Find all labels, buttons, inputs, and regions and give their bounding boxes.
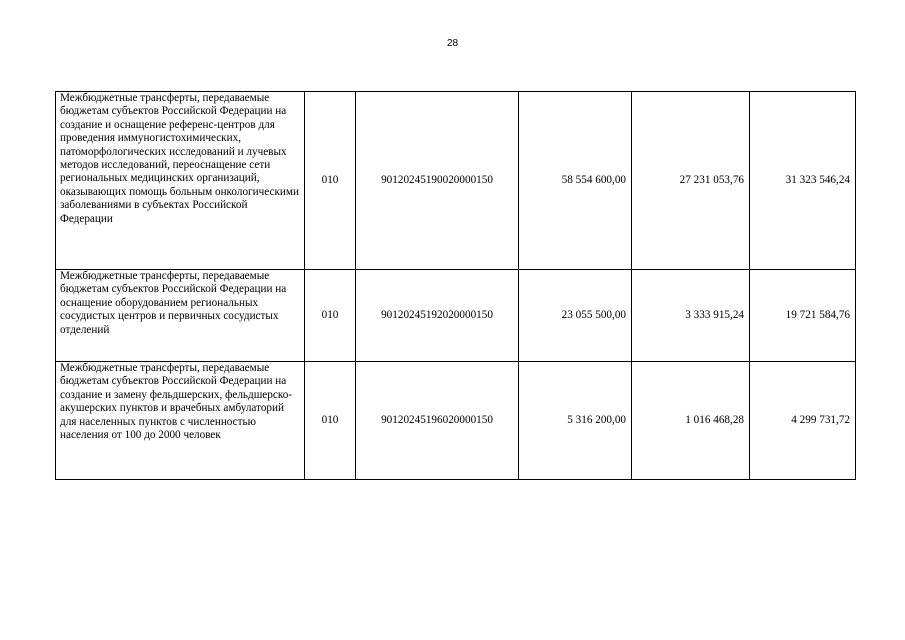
- row-value-3: 19 721 584,76: [750, 270, 856, 362]
- row-value-1: 23 055 500,00: [519, 270, 632, 362]
- table-row: [56, 270, 856, 362]
- row-value-1: 5 316 200,00: [519, 362, 632, 480]
- row-kbk: 90120245196020000150: [356, 362, 519, 480]
- budget-table: [55, 91, 856, 480]
- row-kbk: 90120245192020000150: [356, 270, 519, 362]
- table-row: [56, 362, 856, 480]
- row-code: 010: [305, 270, 356, 362]
- row-code: 010: [305, 362, 356, 480]
- row-description: Межбюджетные трансферты, передаваемые бюджетам субъектов Российской Федерации на оснащение оборудованием региональных сосудистых центров и первичных сосудистых отделений: [56, 270, 305, 362]
- row-value-2: 1 016 468,28: [632, 362, 750, 480]
- row-value-3: 31 323 546,24: [750, 92, 856, 270]
- row-description: Межбюджетные трансферты, передаваемые бюджетам субъектов Российской Федерации на создание и замену фельдшерских, фельдшерско-акушерских пунктов и врачебных амбулаторий для населенных пунктов с численностью населения от 100 до 2000 человек: [56, 362, 305, 480]
- row-kbk: 90120245190020000150: [356, 92, 519, 270]
- row-code: 010: [305, 92, 356, 270]
- table-row: [56, 92, 856, 270]
- row-description: Межбюджетные трансферты, передаваемые бюджетам субъектов Российской Федерации на создание и оснащение референс-центров для проведения иммуногистохимических, патоморфологических исследований и лучевых методов исследований, переоснащение сети региональных медицинских организаций, оказывающих помощь больным онкологическими заболеваниями в субъектах Российской Федерации: [56, 92, 305, 270]
- row-value-1: 58 554 600,00: [519, 92, 632, 270]
- row-value-3: 4 299 731,72: [750, 362, 856, 480]
- row-value-2: 3 333 915,24: [632, 270, 750, 362]
- page-number: 28: [446, 38, 459, 49]
- row-value-2: 27 231 053,76: [632, 92, 750, 270]
